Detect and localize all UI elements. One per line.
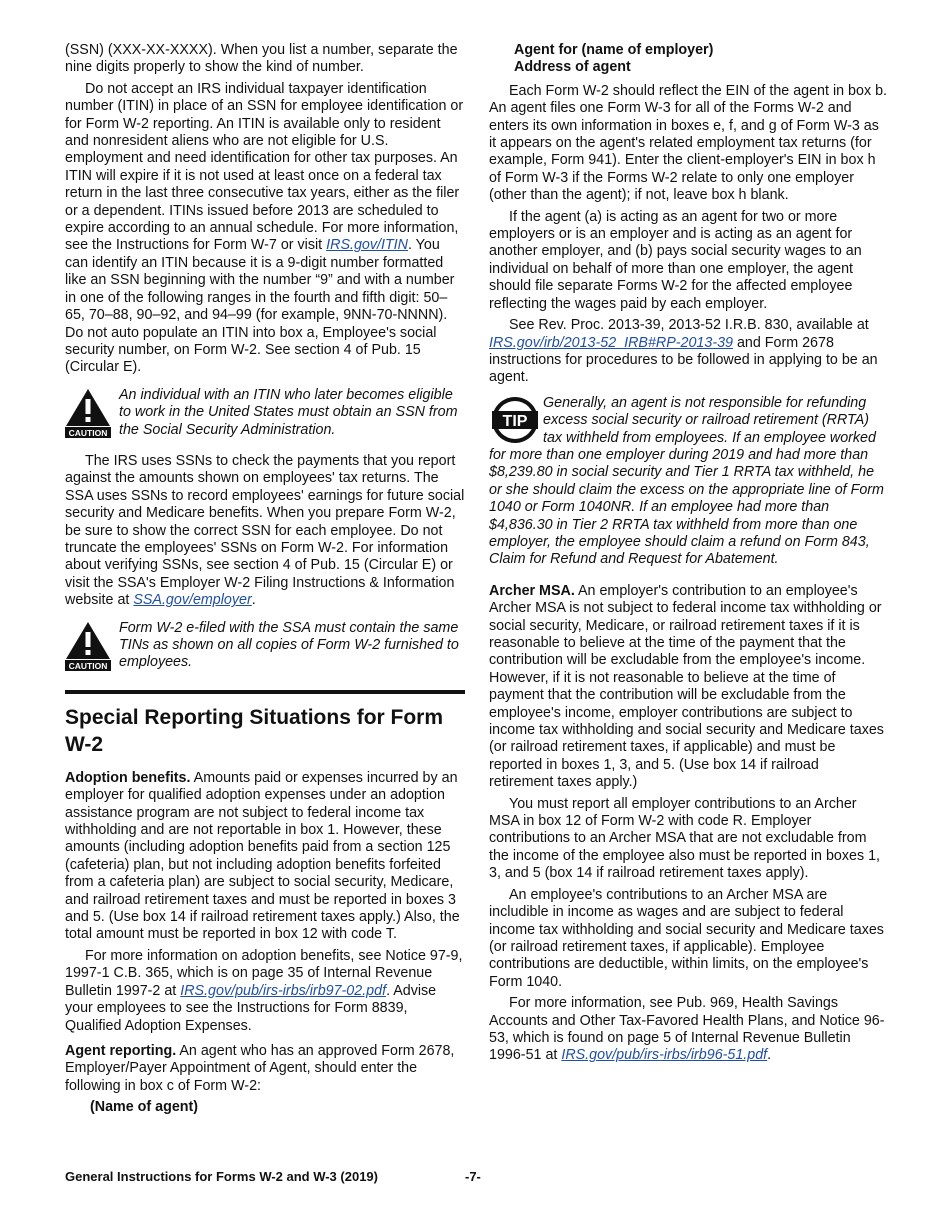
paragraph <box>65 948 465 1035</box>
caution-note <box>65 620 465 672</box>
text-run: See Rev. Proc. 2013-39, 2013-52 I.R.B. 830, available at <box>509 317 869 334</box>
text-run: Do not accept an IRS individual taxpayer identification number (ITIN) in place of an SSN for employee identification or for Form W-2 reporting. An ITIN is available only to resident and nonresident aliens who are not eligible for U.S. employment and need identification for other tax purposes. An ITIN will expire if it is not used at least once on a federal tax return in the last three consecutive tax years, either as the filer or a dependent. ITINs issued before 2013 are scheduled to expire according to an annual schedule. For more information, see the Instructions for Form W-7 or visit <box>65 80 464 254</box>
text-run: For more information, see Pub. 969, Health Savings Accounts and Other Tax-Favored Health Plans, and Notice 96-53, which is found on page 5 of Internal Revenue Bulletin 1996-51 at <box>489 995 885 1064</box>
tip-icon <box>489 396 543 446</box>
footer-title: General Instructions for Forms W-2 and W-3 (2019) <box>65 1169 378 1184</box>
agent-format-line: Address of agent <box>514 59 631 76</box>
text-run: . <box>251 592 256 609</box>
text-run: and Form 2678 instructions for procedures to be followed in applying to be an agent. <box>489 334 878 386</box>
page-number: -7- <box>465 1169 481 1184</box>
irs-itin-link[interactable]: IRS.gov/ITIN <box>326 237 408 254</box>
irb97-02-link[interactable]: IRS.gov/pub/irs-irbs/irb97-02.pdf <box>180 982 387 999</box>
paragraph: If the agent (a) is acting as an agent for two or more employers or is an employer and is acting as an agent for another employer, and (b) pays social security wages to an individual on behalf of more than one employer, the agent should file separate Forms W-2 for the affected employee reflecting the wages paid by each employer. <box>489 208 862 312</box>
tip-note <box>489 395 887 569</box>
caution-text: Form W-2 e-filed with the SSA must contain the same TINs as shown on all copies of Form W-2 furnished to employees. <box>119 619 459 671</box>
text-run: The IRS uses SSNs to check the payments that you report against the amounts shown on employees' tax returns. The SSA uses SSNs to record employees' earnings for future social security and Medicare benefits. When you prepare Form W-2, be sure to show the correct SSN for each employee. Do not truncate the employees' SSNs on Form W-2. For information about verifying SSNs, see section 4 of Pub. 15 (Circular E) or visit the SSA's Employer W-2 Filing Instructions & Information website at <box>65 452 465 609</box>
run-in-heading: Archer MSA. <box>489 582 575 599</box>
caution-icon <box>65 621 111 671</box>
left-column <box>65 42 465 1121</box>
text-run: An agent who has an approved Form 2678, Employer/Payer Appointment of Agent, should enter the following in box c of Form W-2: <box>65 1042 455 1094</box>
ssa-employer-link[interactable]: SSA.gov/employer <box>133 592 252 609</box>
text-run: An employer's contribution to an employee's Archer MSA is not subject to federal income tax withholding or social security, Medicare, or railroad retirement taxes if it is reasonable to believe at the time of the payment that the contribution will be excludable from the employee's income. However, if it is not reasonable to believe at the time of payment that the contribution will be excludable from the employee's income, employer contributions are subject to income tax withholding and social security and Medicare taxes (or railroad retirement taxes, if applicable) and must be reported in boxes 1, 3, and 5. (Use box 14 if railroad retirement taxes apply.) <box>489 582 884 791</box>
paragraph <box>489 995 887 1065</box>
right-column <box>489 42 887 1069</box>
paragraph <box>65 453 465 610</box>
paragraph <box>489 317 887 387</box>
paragraph: (SSN) (XXX-XX-XXXX). When you list a number, separate the nine digits properly to show the kind of number. <box>65 42 458 76</box>
paragraph <box>65 1043 465 1095</box>
agent-format-line: Agent for (name of employer) <box>514 42 714 58</box>
caution-label: CAUTION <box>68 660 108 671</box>
paragraph: You must report all employer contributions to an Archer MSA in box 12 of Form W-2 with code R. Employer contributions to an Archer MSA that are not excludable from the income of the employee also must be reported in boxes 1, 3, and 5 (box 14 if railroad retirement taxes apply). <box>489 795 881 882</box>
rev-proc-link[interactable]: IRS.gov/irb/2013-52_IRB#RP-2013-39 <box>489 334 733 351</box>
run-in-heading: Agent reporting. <box>65 1042 177 1059</box>
caution-label: CAUTION <box>68 427 108 438</box>
run-in-heading: Adoption benefits. <box>65 769 191 786</box>
irb96-51-link[interactable]: IRS.gov/pub/irs-irbs/irb96-51.pdf <box>561 1047 768 1064</box>
paragraph: An employee's contributions to an Archer MSA are includible in income as wages and are subject to federal income tax withholding and social security and Medicare taxes (or railroad retirement taxes, if applicable). Employee contributions are deductible, within limits, on the employee's Form 1040. <box>489 886 884 990</box>
caution-text: An individual with an ITIN who later becomes eligible to work in the United States must obtain an SSN from the Social Security Administration. <box>119 386 458 438</box>
paragraph: Each Form W-2 should reflect the EIN of the agent in box b. An agent files one Form W-3 for all of the Forms W-2 and enters its own information in boxes e, f, and g of Form W-3 as it appears on the agent's related employment tax returns (for example, Form 941). Enter the client-employer's EIN in box h of Form W-3 if the Forms W-2 relate to only one employer (other than the agent); if not, leave box h blank. <box>489 82 888 204</box>
agent-format-line: (Name of agent) <box>90 1099 199 1116</box>
text-run: . Advise your employees to see the Instructions for Form 8839, Qualified Adoption Expenses. <box>65 982 437 1034</box>
caution-note <box>65 387 465 439</box>
section-divider <box>65 690 465 694</box>
paragraph <box>489 583 887 792</box>
caution-icon <box>65 388 111 438</box>
tip-text: Generally, an agent is not responsible for refunding excess social security or railroad retirement (RRTA) tax withheld from employees. If an employee worked for more than one employer during 2019 and had more than $8,239.80 in social security and Tier 1 RRTA tax withheld, he or she should claim the excess on the appropriate line of Form 1040 or Form 1040NR. If an employee had more than $4,836.30 in Tier 2 RRTA tax withheld from more than one employer, the employee should claim a refund on Form 843, Claim for Refund and Request for Abatement. <box>489 394 884 568</box>
text-run: For more information on adoption benefits, see Notice 97-9, 1997-1 C.B. 365, which is on page 35 of Internal Revenue Bulletin 1997-2 at <box>65 947 463 999</box>
text-run: . <box>767 1047 772 1064</box>
paragraph <box>65 81 465 377</box>
text-run: . You can identify an ITIN because it is a 9-digit number formatted like an SSN beginning with the number “9” and with a number in one of the following ranges in the fourth and fifth digit: 50–65, 70–88, 90–92, and 94–99 (for example, 9NN-70-NNNN). Do not auto populate an ITIN into box a, Employee's social security number, on Form W-2. See section 4 of Pub. 15 (Circular E). <box>65 237 455 376</box>
tip-label: TIP <box>502 412 528 430</box>
section-heading: Special Reporting Situations for Form W-2 <box>65 705 444 756</box>
text-run: Amounts paid or expenses incurred by an employer for qualified adoption expenses under an adoption assistance program are not subject to federal income tax withholding and are not reportable in box 1. However, these amounts (including adoption benefits paid from a section 125 (cafeteria) plan, but not including adoption benefits forfeited from a cafeteria plan) are subject to social security, Medicare, and railroad retirement taxes and must be reported in boxes 3 and 5. (Use box 14 if railroad retirement taxes apply.) Also, the total amount must be reported in box 12 with code T. <box>65 769 460 943</box>
paragraph <box>65 770 465 944</box>
